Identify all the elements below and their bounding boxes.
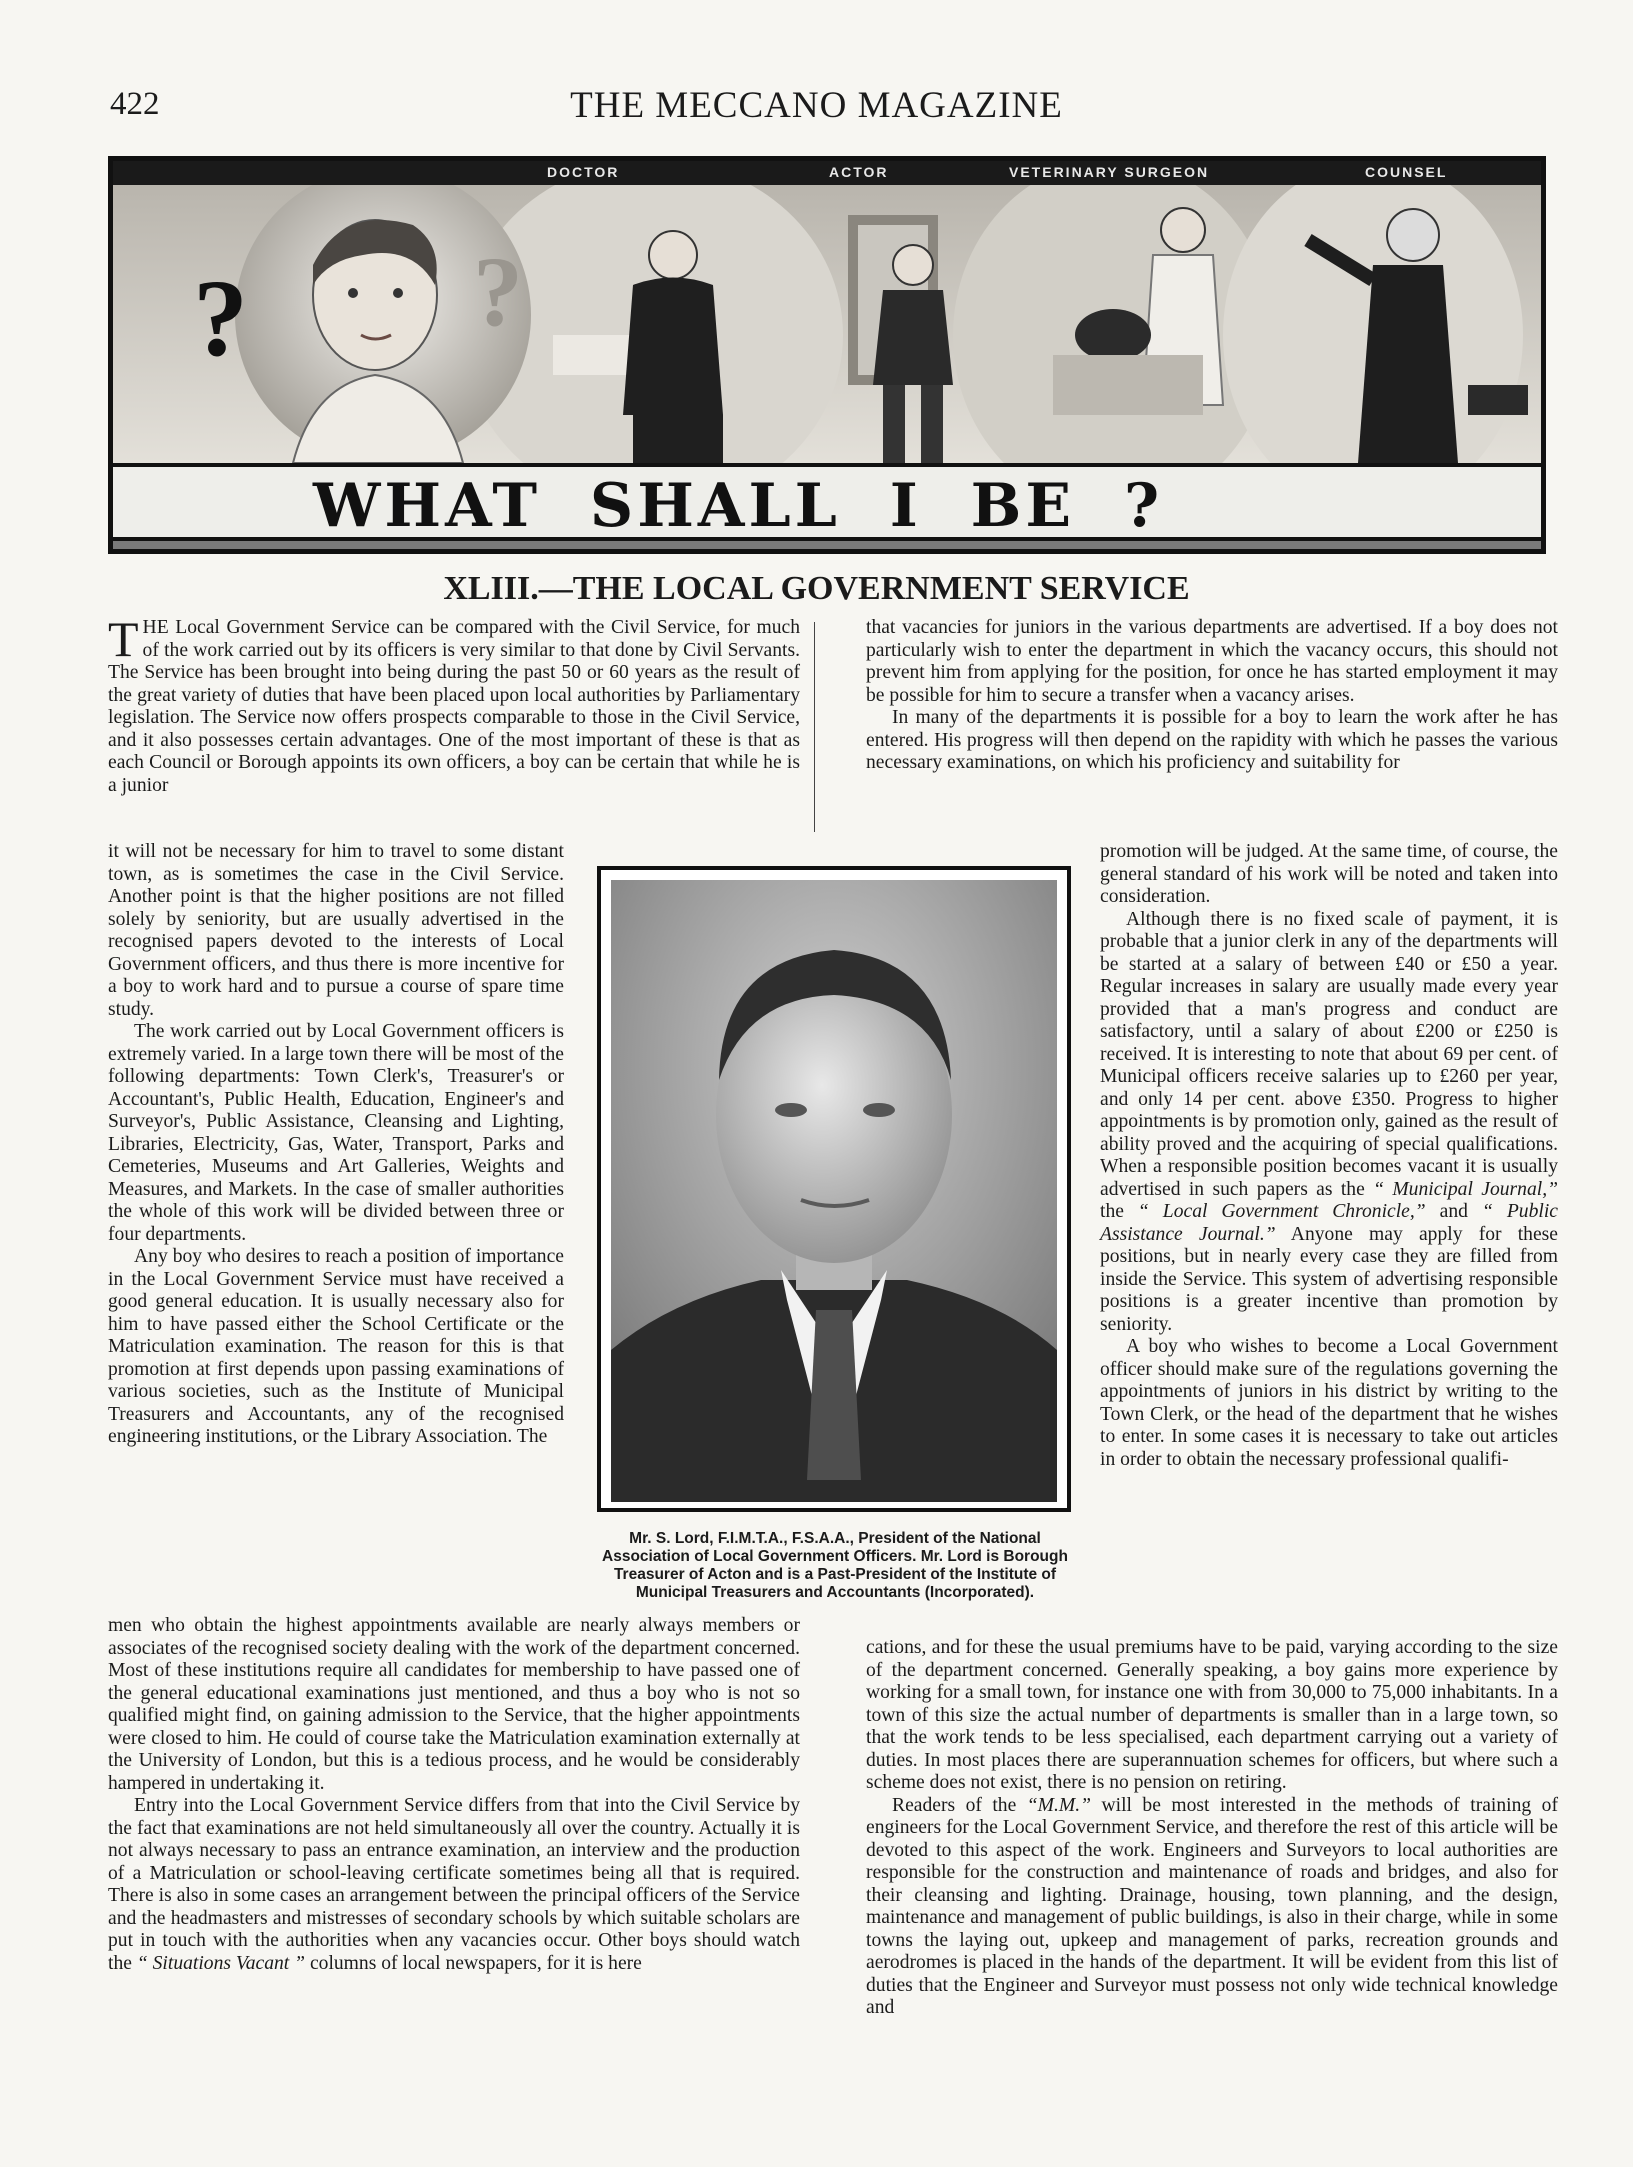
portrait-photo-frame <box>597 866 1071 1512</box>
paragraph: men who obtain the highest appointments available are nearly always members or associates of the recognised society dealing with the work of the department concerned. Most of these institutions require all candidates for membership to have passed one of the general educational examinations just mentioned, and thus a boy who is not so qualified might find, on gaining admission to the Service, that the higher appointments were closed to him. He could of course take the Matriculation examination externally at the University of London, but this is a tedious process, and he would be considerably hampered in undertaking it. <box>108 1615 800 1794</box>
question-mark-icon: ? <box>193 257 248 379</box>
banner-heading: WHAT SHALL I BE ? <box>313 471 1164 541</box>
right-column-narrow <box>1100 841 1558 1471</box>
right-column-top <box>866 617 1558 775</box>
drop-cap: T <box>108 611 139 667</box>
paragraph: cations, and for these the usual premiums have to be paid, varying according to the size of the department concerned. Generally speaking, a boy gains more experience by working for a small town, for instance one with from 30,000 to 75,000 inhabitants. In a town of this size the actual number of departments is smaller than in a large town, so that the work tends to be less specialised, each department carrying out a variety of duties. In most places there are superannuation schemes for officers, but where such a scheme does not exist, there is no pension on retiring. <box>866 1637 1558 1793</box>
paragraph: HE Local Government Service can be compared with the Civil Service, for much of the work carried out by its officers is very similar to that done by Civil Servants. The Service has been brought into being during the past 50 or 60 years as the result of the great variety of duties that have been placed upon local authorities by Parliamentary legislation. The Service now offers prospects comparable to those in the Civil Service, and it also possesses certain advantages. One of the most important of these is that as each Council or Borough appoints its own officers, a boy can be certain that while he is a junior <box>108 617 800 796</box>
left-column-bottom <box>108 1615 800 1975</box>
paragraph: Although there is no fixed scale of payment, it is probable that a junior clerk in any of the departments will be started at a salary of between £40 or £50 a year. Regular increases in salary are usually made every year provided that a man's progress and conduct are satisfactory, until a salary of about £200 or £250 is received. It is interesting to note that about 69 per cent. of Municipal officers receive salaries up to £260 per year, and only 14 per cent. above £350. Progress to higher appointments is by promotion only, gained as the result of ability proved and the acquiring of special qualifications. When a responsible position becomes vacant it is usually advertised in such papers as the “ Municipal Journal,” the “ Local Government Chronicle,” and “ Public Assistance Journal.” Anyone may apply for these positions, but in nearly every case they are filled from inside the Service. This system of advertising responsible positions is a greater incentive than promotion by seniority. <box>1100 908 1558 1335</box>
paragraph: The work carried out by Local Government officers is extremely varied. In a large town there will be most of the following departments: Town Clerk's, Treasurer's or Accountant's, Public Health, Education, Engineer's and Surveyor's, Public Assistance, Cleansing and Lighting, Libraries, Electricity, Gas, Water, Transport, Parks and Cemeteries, Museums and Art Galleries, Weights and Measures, and Markets. In the case of smaller authorities the whole of this work will be divided between three or four departments. <box>108 1021 564 1245</box>
journal-title: “ Municipal Journal,” <box>1373 1178 1558 1200</box>
column-title: “ Situations Vacant ” <box>136 1952 306 1974</box>
paragraph: In many of the departments it is possible for a boy to learn the work after he has entered. His progress will then depend on the rapidity with which he passes the various necessary examinations, on which his proficiency and suitability for <box>866 707 1558 773</box>
paragraph: Any boy who desires to reach a position of importance in the Local Government Service must have received a good general education. It is usually necessary also for him to have passed either the School Certificate or the Matriculation examination. The reason for this is that promotion at first depends upon passing examinations of various societies, such as the Institute of Municipal Treasurers and Accountants, any of the recognised engineering institutions, or the Library Association. The <box>108 1246 564 1447</box>
banner-label-strip <box>113 161 1541 185</box>
paragraph: A boy who wishes to become a Local Government officer should make sure of the regulations governing the appointments of juniors in his district by writing to the Town Clerk, or the head of the department that he wishes to enter. In some cases it is necessary to take out articles in order to obtain the necessary professional qualifi- <box>1100 1336 1558 1470</box>
paragraph: Readers of the “M.M.” will be most interested in the methods of training of engineers for the Local Government Service, and therefore the rest of this article will be devoted to this aspect of the work. Engineers and Surveyors to local authorities are responsible for the construction and maintenance of roads and bridges, and also for their cleansing and lighting. Drainage, housing, town planning, and the design, maintenance and management of public buildings, is also in their charge, while in some towns the laying out, upkeep and management of parks, recreation grounds and aerodromes is placed in the hands of the department. It will be evident from this list of duties that the Engineer and Surveyor must possess not only wide technical knowledge and <box>866 1794 1558 2018</box>
banner-illustration <box>108 156 1546 554</box>
banner-heading-bar <box>113 463 1541 541</box>
journal-title: “ Public Assistance Journal.” <box>1100 1201 1558 1245</box>
left-column-narrow <box>108 841 564 1449</box>
banner-footer-band <box>113 541 1541 554</box>
banner-artwork <box>113 185 1541 463</box>
article-title: XLIII.—THE LOCAL GOVERNMENT SERVICE <box>443 570 1190 607</box>
banner-label-counsel: COUNSEL <box>1361 164 1451 180</box>
paragraph: Entry into the Local Government Service differs from that into the Civil Service by the fact that examinations are not held simultaneously all over the country. Actually it is not always necessary to pass an entrance examination, an interview and the production of a Matriculation or school-leaving certificate sometimes being all that is required. There is also in some cases an arrangement between the principal officers of the Service and the headmasters and mistresses of secondary schools by which suitable scholars are put in touch with the authorities when any vacancies occur. Other boys should watch the “ Situations Vacant ” columns of local newspapers, for it is here <box>108 1795 800 1974</box>
paragraph: promotion will be judged. At the same time, of course, the general standard of his work will be noted and taken into consideration. <box>1100 841 1558 907</box>
photo-caption: Mr. S. Lord, F.I.M.T.A., F.S.A.A., President of the National Association of Local Government Officers. Mr. Lord is Borough Treasurer of Acton and is a Past-President of the Institute of Municipal Treasurers and Accountants (Incorporated). <box>602 1530 1068 1601</box>
journal-title: “ Local Government Chronicle,” <box>1137 1201 1426 1222</box>
banner-label-doctor: DOCTOR <box>543 164 623 180</box>
page-number: 422 <box>110 86 160 122</box>
left-column-top <box>108 611 800 797</box>
question-mark-icon: ? <box>473 236 523 347</box>
column-rule <box>814 622 815 832</box>
paragraph: it will not be necessary for him to travel to some distant town, as is sometimes the case in the Civil Service. Another point is that the higher positions are not filled solely by seniority, but are usually advertised in the recognised papers devoted to the interests of Local Government officers, and thus there is more incentive for a boy to work hard and to pursue a course of spare time study. <box>108 841 564 1020</box>
paragraph: that vacancies for juniors in the various departments are advertised. If a boy does not particularly wish to enter the department in which the vacancy occurs, this should not prevent him from applying for the position, for once he has started employment it may be possible for him to secure a transfer when a vacancy arises. <box>866 617 1558 706</box>
banner-label-veterinary-surgeon: VETERINARY SURGEON <box>1005 164 1213 180</box>
right-column-bottom <box>866 1637 1558 2020</box>
portrait-photo <box>611 880 1057 1502</box>
banner-label-actor: ACTOR <box>825 164 893 180</box>
magazine-abbreviation: “M.M.” <box>1026 1794 1091 1816</box>
magazine-title: THE MECCANO MAGAZINE <box>570 85 1063 126</box>
